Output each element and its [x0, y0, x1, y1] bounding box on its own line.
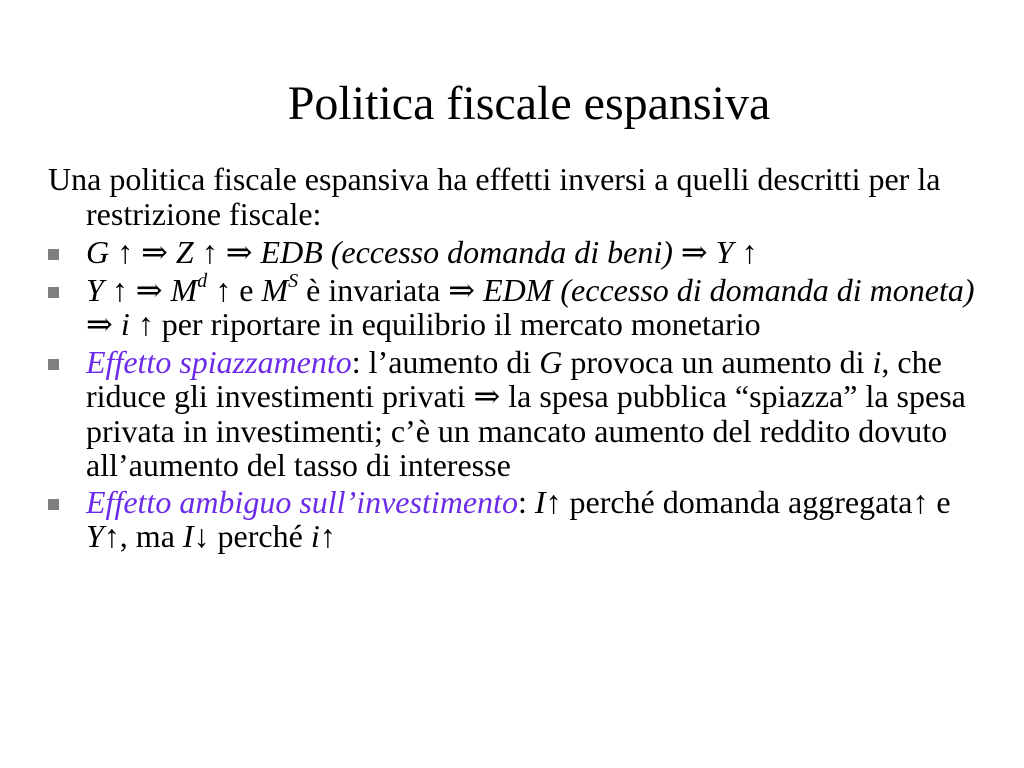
text-segment: perché	[209, 518, 311, 554]
bullet-square-icon	[48, 499, 59, 510]
intro-paragraph: Una politica fiscale espansiva ha effetti inversi a quelli descritti per la restrizione fiscale:	[48, 161, 941, 232]
down-arrow-icon: ↓	[193, 518, 210, 554]
up-arrow-icon: ↑	[109, 234, 142, 270]
implies-icon: ⇒	[473, 378, 501, 414]
up-arrow-icon: ↑	[129, 306, 162, 342]
variable-g: G	[86, 234, 110, 270]
variable-i-investment: I	[182, 518, 194, 554]
superscript-d: d	[197, 269, 208, 292]
bullet-square-icon	[48, 287, 59, 298]
text-segment: per riportare in equilibrio il mercato monetario	[161, 306, 761, 342]
variable-g: G	[539, 343, 563, 380]
variable-y: Y	[86, 518, 104, 554]
implies-icon: ⇒	[225, 234, 261, 270]
bullet-crowding-out	[48, 345, 978, 483]
variable-m: M	[170, 271, 198, 308]
up-arrow-icon: ↑	[193, 234, 226, 270]
variable-i: i	[310, 518, 320, 554]
implies-icon: ⇒	[135, 271, 171, 308]
superscript-s: S	[288, 269, 299, 292]
text-segment: , ma	[119, 518, 183, 554]
conjunction: e	[239, 271, 262, 308]
bullet-ambiguous-effect	[48, 485, 978, 554]
ambiguous-effect-label: Effetto ambiguo sull’investimento	[86, 483, 518, 520]
up-arrow-icon: ↑	[207, 271, 240, 308]
bullet-money-demand	[48, 269, 978, 342]
text-segment: , che riduce gli investimenti privati	[86, 343, 942, 414]
bullet-square-icon	[48, 359, 59, 370]
variable-i: i	[120, 306, 130, 342]
edm-term: EDM (eccesso di domanda di moneta)	[483, 271, 975, 308]
implies-icon: ⇒	[672, 234, 716, 270]
up-arrow-icon: ↑	[733, 234, 758, 270]
text-segment: perché domanda aggregata	[561, 483, 913, 520]
crowding-out-label: Effetto spiazzamento	[86, 343, 352, 380]
variable-i-investment: I	[534, 483, 546, 520]
edb-term: EDB (eccesso domanda di beni)	[260, 234, 673, 270]
variable-y: Y	[86, 271, 104, 308]
variable-i: i	[872, 343, 882, 380]
text-segment: :	[517, 483, 535, 520]
implies-icon: ⇒	[86, 306, 121, 342]
variable-y: Y	[715, 234, 734, 270]
up-arrow-icon: ↑	[545, 483, 562, 520]
text-segment: è invariata	[298, 271, 449, 308]
slide-title: Politica fiscale espansiva	[287, 77, 771, 130]
up-arrow-icon: ↑	[103, 518, 120, 554]
variable-z: Z	[175, 234, 194, 270]
up-arrow-icon: ↑	[319, 518, 336, 554]
bullet-fiscal-expansion-chain	[48, 235, 978, 270]
text-segment: e	[928, 483, 951, 520]
text-segment: la spesa pubblica “spiazza” la spesa privata in investimenti; c’è un mancato aumento del reddito dovuto all’aumento del tasso di interesse	[86, 378, 966, 483]
text-segment: : l’aumento di	[351, 343, 540, 380]
slide-body	[48, 162, 978, 554]
variable-m: M	[261, 271, 289, 308]
bullet-square-icon	[48, 249, 59, 260]
up-arrow-icon: ↑	[912, 483, 929, 520]
text-segment: provoca un aumento di	[562, 343, 873, 380]
up-arrow-icon: ↑	[103, 271, 136, 308]
implies-icon: ⇒	[448, 271, 484, 308]
implies-icon: ⇒	[141, 234, 176, 270]
